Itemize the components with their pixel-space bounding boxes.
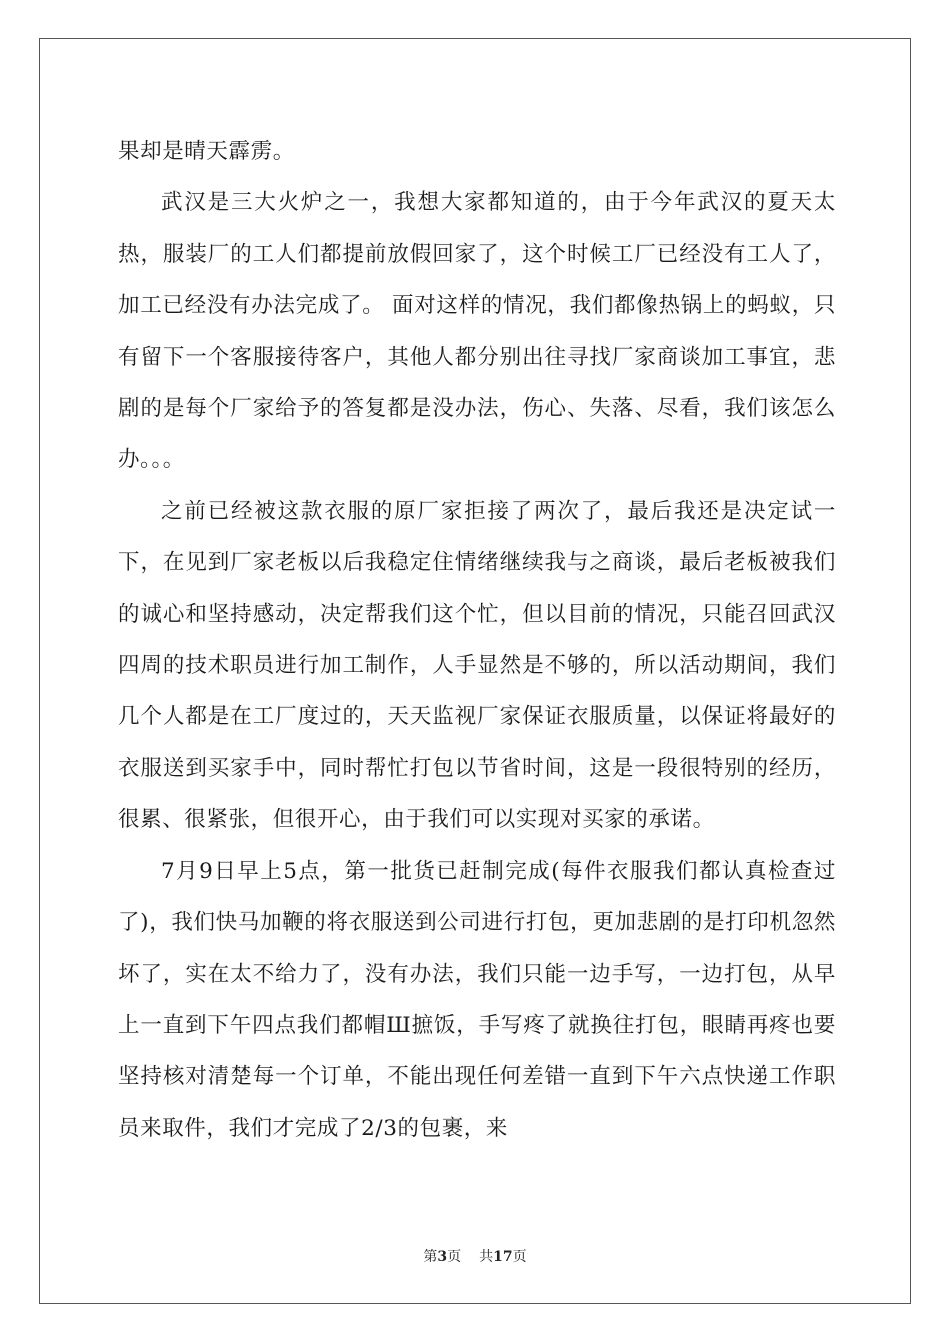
page-footer — [0, 1246, 950, 1266]
page-total: 17 — [493, 1249, 513, 1265]
document-body — [118, 126, 836, 1154]
paragraph: 7月9日早上5点，第一批货已赶制完成(每件衣服我们都认真检查过了)，我们快马加鞭的将衣服送到公司进行打包，更加悲剧的是打印机忽然坏了，实在太不给力了，没有办法，我们只能一边手写，一边打包，从早上一直到下午四点我们都帽Ш摭饭，手写疼了就换往打包，眼睛再疼也要坚持核对清楚每一个订单，不能出现任何差错一直到下午六点快递工作职员来取件，我们才完成了2/3的包裹，来 — [118, 858, 836, 1141]
paragraph-continuation: 果却是晴天霹雳。 — [118, 139, 295, 164]
page-suffix: 页 — [447, 1249, 462, 1265]
page-prefix: 第 — [423, 1249, 438, 1265]
paragraph: 武汉是三大火炉之一，我想大家都知道的，由于今年武汉的夏天太热，服装厂的工人们都提前放假回家了，这个时候工厂已经没有工人了，加工已经没有办法完成了。 面对这样的情况，我们都像热锅上的蚂蚁，只有留下一个客服接待客户，其他人都分别出往寻找厂家商谈加工事宜，悲剧的是每个厂家给予的答复都是没办法，伤心、失落、尽看，我们该怎么办。。。 — [118, 190, 836, 473]
total-suffix: 页 — [512, 1249, 527, 1265]
paragraph: 之前已经被这款衣服的原厂家拒接了两次了，最后我还是决定试一下，在见到厂家老板以后我稳定住情绪继续我与之商谈，最后老板被我们的诚心和坚持感动，决定帮我们这个忙，但以目前的情况，只能召回武汉四周的技术职员进行加工制作，人手显然是不够的，所以活动期间，我们几个人都是在工厂度过的，天天监视厂家保证衣服质量，以保证将最好的衣服送到买家手中，同时帮忙打包以节省时间，这是一段很特别的经历，很累、很紧张，但很开心，由于我们可以实现对买家的承诺。 — [118, 498, 836, 833]
total-prefix: 共 — [479, 1249, 494, 1265]
page-current: 3 — [437, 1249, 448, 1265]
